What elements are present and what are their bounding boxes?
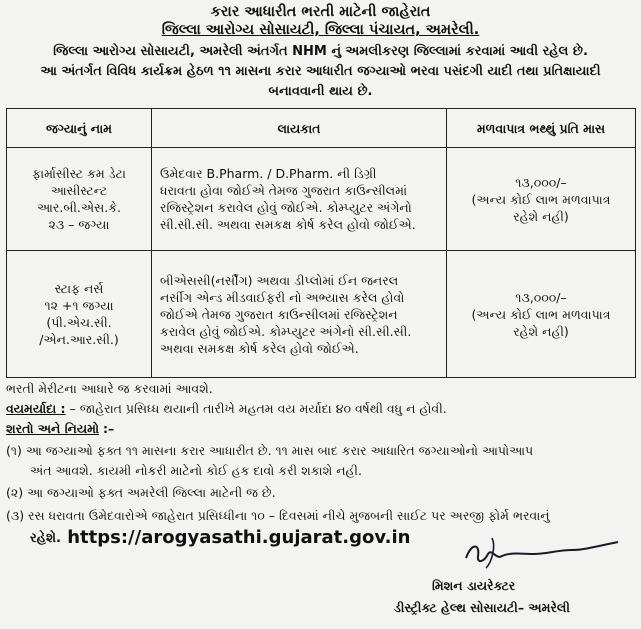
qualification-line: રજિસ્ટ્રેશન કરાવેલ હોવું જોઈએ. કોમ્પ્યુટર અંગેનો bbox=[160, 200, 412, 215]
signatory-title: મિશન ડાયરેક્ટર bbox=[432, 578, 516, 593]
post-name-cell bbox=[7, 251, 152, 378]
signature-icon bbox=[462, 532, 622, 572]
post-name-line: ફાર્માસીસ્ટ કમ ડેટા bbox=[32, 166, 126, 181]
qualification-line: સી.સી.સી. અથવા સમકક્ષ કોર્ષ કરેલ હોવો જોઈએ. bbox=[160, 217, 416, 232]
age-limit-label: વયમર્યાદા : bbox=[6, 401, 66, 416]
terms-suffix: :– bbox=[103, 421, 115, 436]
post-name-line: (પી.એચ.સી. bbox=[46, 315, 112, 330]
pay-note: (અન્ય કોઈ લાભ મળવાપાત્ર bbox=[471, 306, 611, 322]
signatory-office: ડીસ્ટ્રીક્ટ હેલ્થ સોસાયટી– અમરેલી bbox=[394, 600, 570, 615]
term-item: (૧) આ જગ્યાઓ ફક્ત ૧૧ માસના કરાર આધારીત છે. ૧૧ માસ બાદ કરાર આધારિત જગ્યાઓનો આપોઆપ bbox=[6, 443, 534, 458]
post-name-line: /એન.આર.સી.) bbox=[39, 332, 119, 347]
qualification-line: ધરાવતા હોવા જોઈએ તેમજ ગુજરાત કાઉન્સીલમાં bbox=[160, 183, 408, 198]
pay-note: રહેશે નહી) bbox=[513, 323, 569, 339]
pay-amount: ૧૩,૦૦૦/– bbox=[515, 289, 567, 305]
header-monthly-pay: મળવાપાત્ર ભથ્થું પ્રતિ માસ bbox=[447, 109, 636, 148]
pay-amount: ૧૩,૦૦૦/– bbox=[515, 174, 567, 190]
age-limit bbox=[6, 400, 447, 418]
qualification-line: કરાવેલ હોવું જોઈએ. કોમ્પ્યુટર અંગેનો સી.સી.સી. bbox=[160, 323, 412, 339]
age-limit-text: – જાહેરાત પ્રસિધ્ધ થયાની તારીખે મહતમ વય મર્યાદા ૪૦ વર્ષથી વધુ ન હોવી. bbox=[69, 401, 447, 416]
qualification-line: નર્સીગ એન્ડ મીડવાઈફરી નો અભ્યાસ કરેલ હોવો bbox=[160, 289, 405, 305]
website-line bbox=[30, 527, 410, 548]
post-name-line: આસીસ્ટન્ટ bbox=[50, 183, 108, 198]
term-item: (૩) રસ ધરાવતા ઉમેદવારોએ જાહેરાત પ્રસિધ્ધીના ૧૦ – દિવસમાં નીચે મુજબની સાઈટ પર અરજી ફોર્મ ભરવાનું bbox=[6, 508, 550, 523]
table-row bbox=[7, 251, 636, 378]
term-item-continued: અંત આવશે. કાયમી નોકરી માટેનો કોઈ હક દાવો કરી શકાશે નહી. bbox=[30, 463, 362, 478]
intro-line: આ અંતર્ગત વિવિધ કાર્યક્રમ હેઠળ ૧૧ માસના કરાર આધારીત જગ્યાઓ ભરવા પસંદગી યાદી તથા પ્રતિક્ષાયાદી bbox=[40, 64, 601, 79]
post-count: ૧૨ +૧ જગ્યા bbox=[44, 298, 114, 313]
terms-heading bbox=[6, 420, 114, 438]
post-name-cell bbox=[7, 148, 152, 251]
qualification-line: જોઈએ તેમજ ગુજરાત કાઉન્સીલમાં રજિસ્ટ્રેશન bbox=[160, 306, 398, 322]
post-name-line: આર.બી.એસ.કે. bbox=[36, 200, 121, 215]
qualification-line: અથવા સમકક્ષ કોર્ષ કરેલ હોવો જોઈએ. bbox=[160, 340, 359, 356]
posts-table bbox=[6, 108, 636, 378]
post-count: ૨૩ – જગ્યા bbox=[48, 217, 110, 232]
term-item: (૨) આ જગ્યાઓ ફક્ત અમરેલી જિલ્લા માટેની જ છે. bbox=[6, 485, 276, 500]
pay-note: (અન્ય કોઈ લાભ મળવાપાત્ર bbox=[471, 191, 611, 207]
post-name-line: સ્ટાફ નર્સ bbox=[54, 281, 104, 296]
pay-cell bbox=[447, 251, 636, 378]
website-link[interactable]: https://arogyasathi.gujarat.gov.in bbox=[67, 527, 411, 548]
table-row bbox=[7, 148, 636, 251]
qualification-line: ઉમેદવાર B.Pharm. / D.Pharm. ની ડિગ્રી bbox=[160, 166, 377, 181]
terms-label: શરતો અને નિયમો bbox=[6, 421, 100, 436]
pay-cell bbox=[447, 148, 636, 251]
qualification-line: બીએસસી(નર્સીંગ) અથવા ડીપ્લોમાં ઈન જનરલ bbox=[160, 272, 399, 288]
qualification-cell bbox=[152, 251, 447, 378]
term-item-continued: રહેશે. bbox=[30, 531, 61, 546]
pay-note: રહેશે નહી) bbox=[513, 208, 569, 224]
intro-line: બનાવવાની થાય છે. bbox=[268, 84, 373, 99]
header-qualification: લાયકાત bbox=[152, 109, 447, 148]
page-title: કરાર આધારીત ભરતી માટેની જાહેરાત bbox=[210, 4, 431, 20]
page-subtitle: જિલ્લા આરોગ્ય સોસાયટી, જિલ્લા પંચાયત, અમરેલી. bbox=[161, 22, 480, 38]
intro-line: જિલ્લા આરોગ્ય સોસાયટી, અમરેલી અંતર્ગત NHM નું અમલીકરણ જિલ્લામાં કરવામાં આવી રહેલ છે. bbox=[53, 44, 588, 59]
merit-note: ભરતી મેરીટના આધારે જ કરવામાં આવશે. bbox=[6, 381, 213, 396]
table-header-row bbox=[7, 109, 636, 148]
qualification-cell bbox=[152, 148, 447, 251]
header-post-name: જગ્યાનું નામ bbox=[7, 109, 152, 148]
